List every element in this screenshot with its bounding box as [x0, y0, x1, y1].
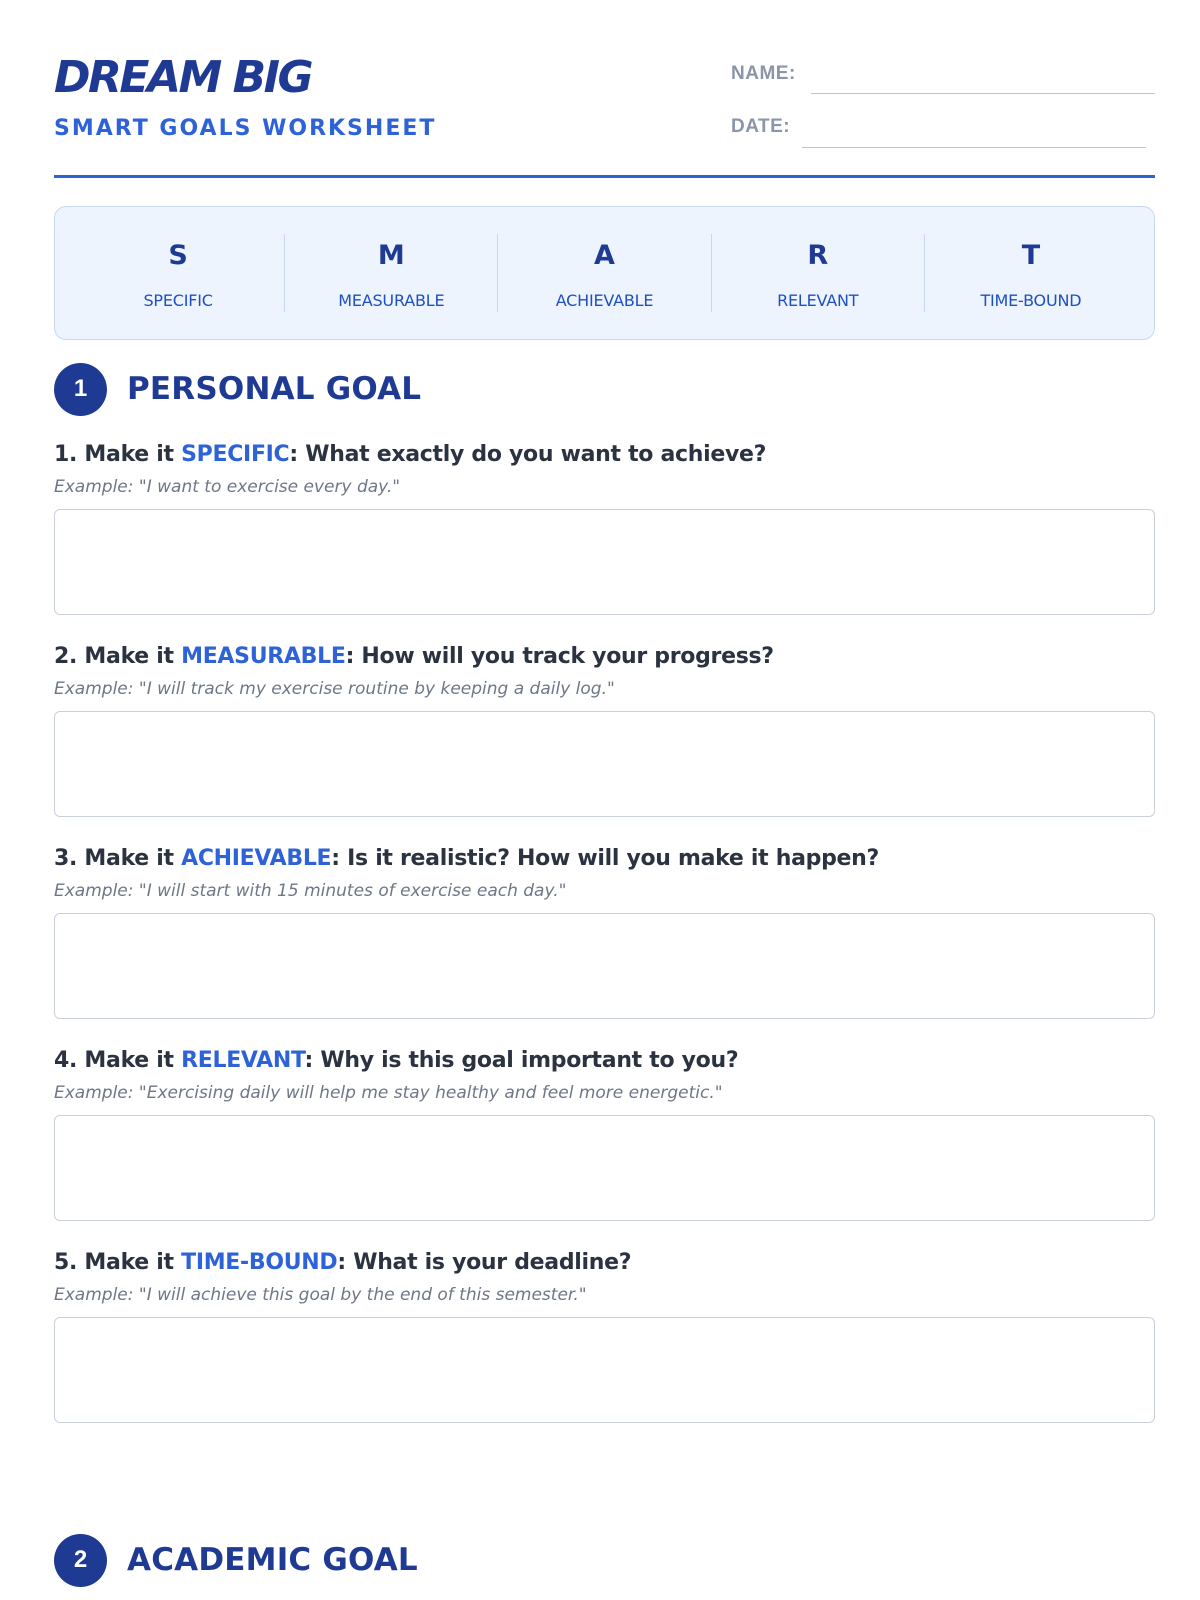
smart-item-relevant: [711, 234, 924, 312]
question-keyword: MEASURABLE: [181, 644, 346, 669]
worksheet-subtitle: SMART GOALS WORKSHEET: [54, 116, 437, 141]
smart-letter: T: [1021, 240, 1041, 271]
question-prefix: 1. Make it: [54, 442, 182, 467]
question-text: : What exactly do you want to achieve?: [289, 442, 767, 467]
question-relevant: [54, 1050, 738, 1072]
worksheet-title: DREAM BIG: [54, 52, 312, 103]
section-personal-goal: [54, 362, 421, 416]
question-keyword: ACHIEVABLE: [181, 846, 332, 871]
smart-letter: A: [594, 240, 615, 271]
question-prefix: 3. Make it: [54, 846, 182, 871]
date-field[interactable]: [802, 147, 1146, 148]
answer-box-achievable[interactable]: [54, 913, 1155, 1019]
section-number-badge: 2: [54, 1534, 107, 1587]
answer-box-specific[interactable]: [54, 509, 1155, 615]
question-prefix: 2. Make it: [54, 644, 182, 669]
question-keyword: TIME-BOUND: [181, 1250, 338, 1275]
example-measurable: Example: "I will track my exercise routine by keeping a daily log.": [54, 679, 615, 699]
example-specific: Example: "I want to exercise every day.": [54, 477, 401, 497]
question-prefix: 4. Make it: [54, 1048, 182, 1073]
example-relevant: Example: "Exercising daily will help me stay healthy and feel more energetic.": [54, 1083, 723, 1103]
smart-item-time-bound: [924, 234, 1137, 312]
section-title: ACADEMIC GOAL: [127, 1542, 418, 1578]
name-field[interactable]: [811, 93, 1155, 94]
header-divider: [54, 175, 1155, 178]
smart-item-achievable: [497, 234, 710, 312]
smart-letter: S: [168, 240, 188, 271]
question-measurable: [54, 646, 774, 668]
question-keyword: RELEVANT: [181, 1048, 305, 1073]
smart-letter: M: [377, 240, 405, 271]
example-time-bound: Example: "I will achieve this goal by the end of this semester.": [54, 1285, 587, 1305]
section-title: PERSONAL GOAL: [127, 371, 422, 407]
question-text: : How will you track your progress?: [345, 644, 774, 669]
question-text: : Why is this goal important to you?: [304, 1048, 739, 1073]
question-specific: [54, 444, 766, 466]
answer-box-measurable[interactable]: [54, 711, 1155, 817]
question-achievable: [54, 848, 879, 870]
smart-word: MEASURABLE: [338, 291, 445, 310]
smart-letter: R: [807, 240, 829, 271]
answer-box-time-bound[interactable]: [54, 1317, 1155, 1423]
question-text: : Is it realistic? How will you make it happen?: [331, 846, 879, 871]
smart-item-measurable: [284, 234, 497, 312]
smart-acronym-banner: [54, 206, 1155, 340]
example-achievable: Example: "I will start with 15 minutes of exercise each day.": [54, 881, 567, 901]
question-text: : What is your deadline?: [337, 1250, 632, 1275]
question-keyword: SPECIFIC: [181, 442, 290, 467]
name-label: NAME:: [731, 63, 796, 84]
smart-word: TIME-BOUND: [980, 291, 1082, 310]
question-prefix: 5. Make it: [54, 1250, 182, 1275]
section-academic-goal: [54, 1533, 418, 1587]
smart-word: SPECIFIC: [143, 291, 213, 310]
worksheet-page: [54, 0, 1155, 1600]
answer-box-relevant[interactable]: [54, 1115, 1155, 1221]
question-time-bound: [54, 1252, 631, 1274]
smart-item-specific: [72, 234, 284, 312]
smart-word: RELEVANT: [777, 291, 859, 310]
section-number-badge: 1: [54, 363, 107, 416]
smart-word: ACHIEVABLE: [555, 291, 654, 310]
date-label: DATE:: [731, 116, 791, 137]
